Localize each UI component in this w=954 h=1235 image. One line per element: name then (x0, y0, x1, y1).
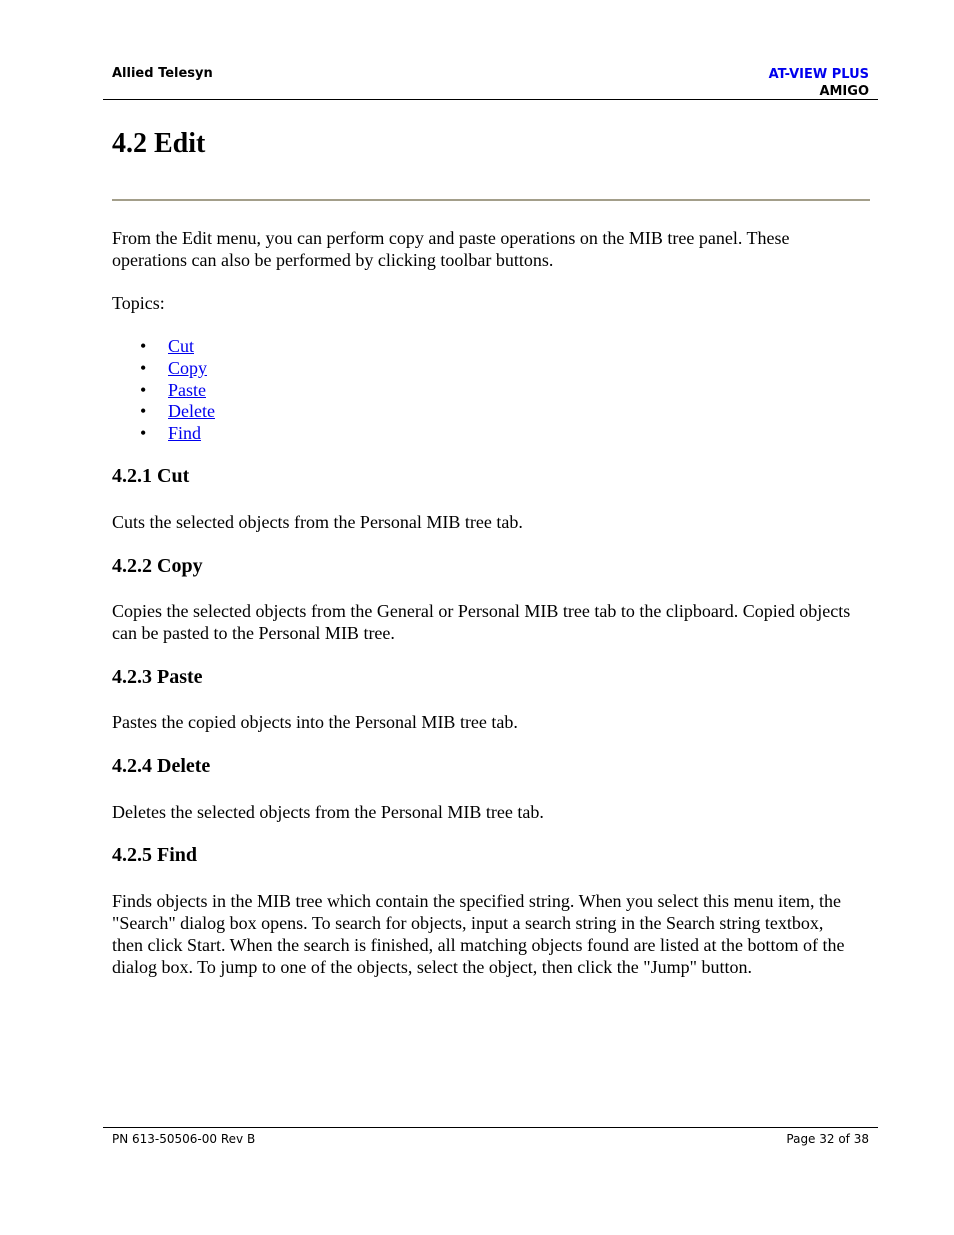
topic-link-paste[interactable]: Paste (168, 379, 206, 400)
section-heading-copy: 4.2.2 Copy (112, 555, 203, 577)
section-heading-delete: 4.2.4 Delete (112, 755, 211, 777)
section-heading-paste: 4.2.3 Paste (112, 666, 203, 688)
bullet-icon: • (140, 357, 147, 378)
topic-link-find[interactable]: Find (168, 423, 202, 444)
subproduct-name: AMIGO (819, 84, 869, 99)
page-number: Page 32 of 38 (786, 1132, 869, 1146)
topic-link-copy[interactable]: Copy (168, 357, 208, 378)
section-heading-find: 4.2.5 Find (112, 844, 198, 866)
list-item (140, 379, 215, 401)
company-name: Allied Telesyn (112, 66, 213, 81)
footer-divider (103, 1127, 878, 1128)
section-text-find: Finds objects in the MIB tree which contain the specified string. When you select this menu item, the "Search" dialog box opens. To search for objects, input a search string in the Search string textbox, then click Start. When the search is finished, all matching objects found are listed at the bottom of the dialog box. To jump to one of the objects, select the object, then click the "Jump" button. (112, 891, 845, 977)
topic-link-cut[interactable]: Cut (168, 336, 195, 356)
intro-paragraph: From the Edit menu, you can perform copy and paste operations on the MIB tree panel. These operations can also be performed by clicking toolbar buttons. (112, 228, 790, 270)
section-text-copy: Copies the selected objects from the General or Personal MIB tree tab to the clipboard. Copied objects can be pasted to the Personal MIB tree. (112, 601, 851, 643)
bullet-icon: • (140, 401, 147, 422)
list-item (140, 335, 215, 357)
bullet-icon: • (140, 336, 147, 356)
section-text-delete: Deletes the selected objects from the Personal MIB tree tab. (112, 802, 544, 822)
bullet-icon: • (140, 379, 147, 400)
title-divider (112, 199, 870, 201)
section-text-cut: Cuts the selected objects from the Personal MIB tree tab. (112, 512, 523, 532)
product-name: AT-VIEW PLUS (768, 67, 869, 82)
topics-list (140, 335, 215, 444)
part-number: PN 613-50506-00 Rev B (112, 1132, 256, 1146)
list-item (140, 357, 215, 379)
section-text-paste: Pastes the copied objects into the Personal MIB tree tab. (112, 712, 518, 732)
product-header (769, 66, 869, 100)
topics-label: Topics: (112, 293, 165, 313)
bullet-icon: • (140, 423, 147, 444)
list-item (140, 400, 215, 422)
list-item (140, 422, 215, 444)
page-title: 4.2 Edit (112, 128, 206, 159)
topic-link-delete[interactable]: Delete (168, 401, 215, 422)
header-divider (103, 99, 878, 100)
section-heading-cut: 4.2.1 Cut (112, 465, 190, 487)
